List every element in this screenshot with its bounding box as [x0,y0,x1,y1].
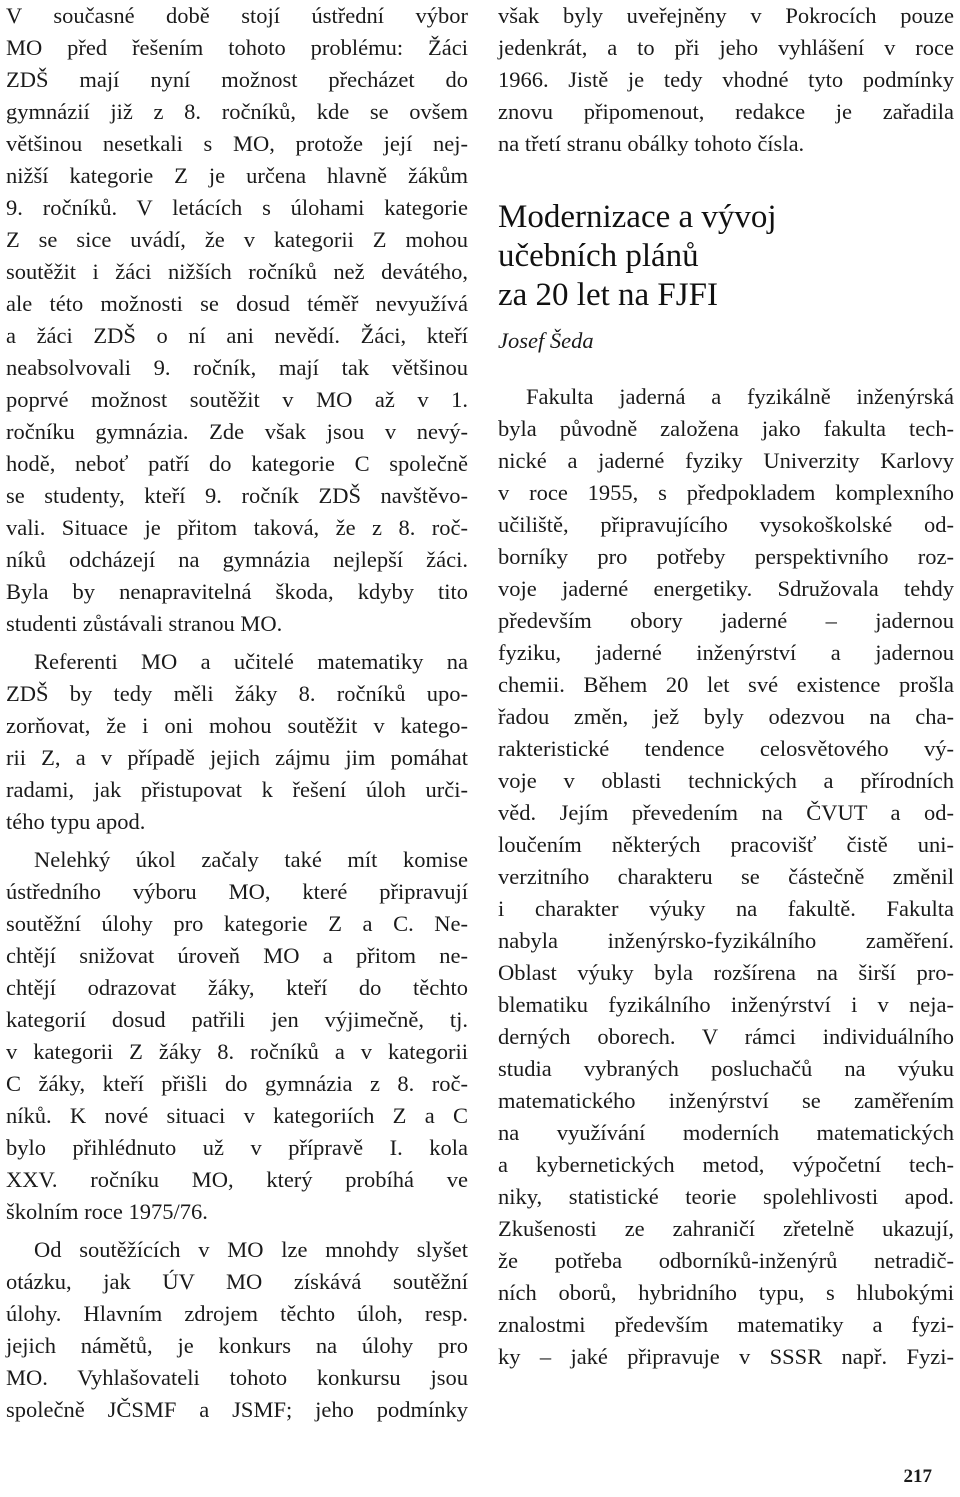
continuation-paragraph [498,0,954,160]
text-line: otázku, jak ÚV MO získává soutěžní [6,1269,468,1294]
text-line: tého typu apod. [6,809,146,834]
article-body [498,381,954,1373]
text-line: Od soutěžících v MO lze mnohdy slyšet [34,1237,468,1262]
text-line: chtějí odrazovat žáky, kteří do těchto [6,975,468,1000]
title-line: učebních plánů [498,238,699,274]
text-line: školním roce 1975/76. [6,1199,208,1224]
text-line: a kybernetických metod, výpočetní tech- [498,1152,954,1177]
text-line: Referenti MO a učitelé matematiky na [34,649,468,674]
text-line: se studenty, kteří 9. ročník ZDŠ navštěvo- [6,483,468,508]
text-line: voje jaderné energetiky. Sdružovala tehdy [498,576,954,601]
text-line: rii Z, a v případě jejich zájmu jim pomáhat [6,745,468,770]
text-line: fyziku, jaderné inženýrství a jadernou [498,640,954,665]
text-line: MO. Vyhlašovateli tohoto konkursu jsou [6,1365,468,1390]
text-line: radami, jak přistupovat k řešení úloh urči- [6,777,468,802]
text-line: níků odcházejí na gymnázia nejlepší žáci. [6,547,468,572]
text-line: především obory jaderné – jadernou [498,608,954,633]
text-line: ročníku gymnázia. Zde však jsou v nevý- [6,419,468,444]
left-column [6,0,468,1426]
title-line: za 20 let na FJFI [498,277,718,313]
right-column [498,0,954,1373]
text-line: Fakulta jaderná a fyzikálně inženýrská [526,384,954,409]
text-line: většinou nesetkali s MO, protože její nej- [6,131,468,156]
text-line: znovu připomenout, redakce je zařadila [498,99,954,124]
text-line: voje v oblasti technických a přírodních [498,768,954,793]
text-line: Byla by nenapravitelná škoda, kdyby tito [6,579,468,604]
text-line: vali. Situace je přitom taková, že z 8. roč- [6,515,468,540]
text-line: blematiku fyzikálního inženýrství i v neja- [498,992,954,1017]
text-line: Nelehký úkol začaly také mít komise [34,847,468,872]
text-line: V současné době stojí ústřední výbor [6,3,468,28]
title-line: Modernizace a vývoj [498,199,777,235]
text-line: niky, statistické teorie spolehlivosti apod. [498,1184,954,1209]
text-line: 9. ročníků. V letácích s úlohami kategorie [6,195,468,220]
text-line: chemii. Během 20 let své existence prošla [498,672,954,697]
text-line: ZDŠ by tedy měli žáky 8. ročníků upo- [6,681,468,706]
text-line: že potřeba odborníků-inženýrů netradič- [498,1248,954,1273]
paragraph [6,844,468,1228]
text-line: i charakter výuky na fakultě. Fakulta [498,896,954,921]
text-line: učiliště, připravujícího vysokoškolské od- [498,512,954,537]
text-line: ZDŠ mají nyní možnost přecházet do [6,67,468,92]
text-line: znalostmi především matematiky a fyzi- [498,1312,954,1337]
text-line: gymnázií již z 8. ročníků, kde se ovšem [6,99,468,124]
text-line: C žáky, kteří přišli do gymnázia z 8. roč- [6,1071,468,1096]
article-title [498,198,954,315]
text-line: Oblast výuky byla rozšírena na širší pro- [498,960,954,985]
text-line: hodě, neboť patří do kategorie C společně [6,451,468,476]
text-line: poprvé možnost soutěžit v MO až v 1. [6,387,468,412]
text-line: matematického inženýrství se zaměřením [498,1088,954,1113]
text-line: studia vybraných posluchačů na výuku [498,1056,954,1081]
paragraph [6,646,468,838]
text-line: jejich námětů, je konkurs na úlohy pro [6,1333,468,1358]
text-line: soutěžit i žáci nižších ročníků než devátého, [6,259,468,284]
text-line: nižší kategorie Z je určena hlavně žákům [6,163,468,188]
text-line: chtějí snižovat úroveň MO a přitom ne- [6,943,468,968]
text-line: ústředního výboru MO, které připravují [6,879,468,904]
paragraph [6,1234,468,1426]
text-line: soutěžní úlohy pro kategorie Z a C. Ne- [6,911,468,936]
page-number: 217 [903,1466,932,1487]
text-line: MO před řešením tohoto problému: Žáci [6,35,468,60]
text-line: ale této možnosti se dosud téměř nevyužívá [6,291,468,316]
text-line: verzitního charakteru se částečně změnil [498,864,954,889]
text-line: nické a jaderné fyziky Univerzity Karlovy [498,448,954,473]
article-author: Josef Šeda [498,328,594,353]
text-line: neabsolvovali 9. ročník, mají tak většinou [6,355,468,380]
text-line: 1966. Jistě je tedy vhodné tyto podmínky [498,67,954,92]
text-line: kategorií dosud patřili jen výjimečně, tj. [6,1007,468,1032]
text-line: derných oborech. V rámci individuálního [498,1024,954,1049]
text-line: borníky pro potřeby perspektivního roz- [498,544,954,569]
text-line: Zkušenosti ze zahraničí zřetelně ukazují, [498,1216,954,1241]
text-line: ních oborů, hybridního typu, s hlubokými [498,1280,954,1305]
text-line: studenti zůstávali stranou MO. [6,611,283,636]
paragraph [6,0,468,640]
text-line: v kategorii Z žáky 8. ročníků a v kategorii [6,1039,468,1064]
text-line: Z se sice uvádí, že v kategorii Z mohou [6,227,468,252]
text-line: bylo přihlédnuto už v přípravě I. kola [6,1135,468,1160]
text-line: nabyla inženýrsko-fyzikálního zaměření. [498,928,954,953]
text-line: na využívání moderních matematických [498,1120,954,1145]
text-line: ky – jaké připravuje v SSSR např. Fyzi- [498,1344,954,1369]
text-line: jedenkrát, a to při jeho vyhlášení v roce [498,35,954,60]
text-line: níků. K nové situaci v kategoriích Z a C [6,1103,468,1128]
text-line: věd. Jejím převedením na ČVUT a od- [498,800,954,825]
text-line: byla původně založena jako fakulta tech- [498,416,954,441]
text-line: a žáci ZDŠ o ní ani nevědí. Žáci, kteří [6,323,468,348]
text-line: zorňovat, že i oni mohou soutěžit v katego- [6,713,468,738]
text-line: však byly uveřejněny v Pokrocích pouze [498,3,954,28]
text-line: loučením některých pracovišť čistě uni- [498,832,954,857]
text-line: úlohy. Hlavním zdrojem těchto úloh, resp. [6,1301,468,1326]
text-line: v roce 1955, s předpokladem komplexního [498,480,954,505]
text-line: rakteristické tendence celosvětového vý- [498,736,954,761]
text-line: společně JČSMF a JSMF; jeho podmínky [6,1397,468,1422]
text-line: XXV. ročníku MO, který probíhá ve [6,1167,468,1192]
text-line: řadou změn, jež byly odezvou na cha- [498,704,954,729]
text-line: na třetí stranu obálky tohoto čísla. [498,131,805,156]
